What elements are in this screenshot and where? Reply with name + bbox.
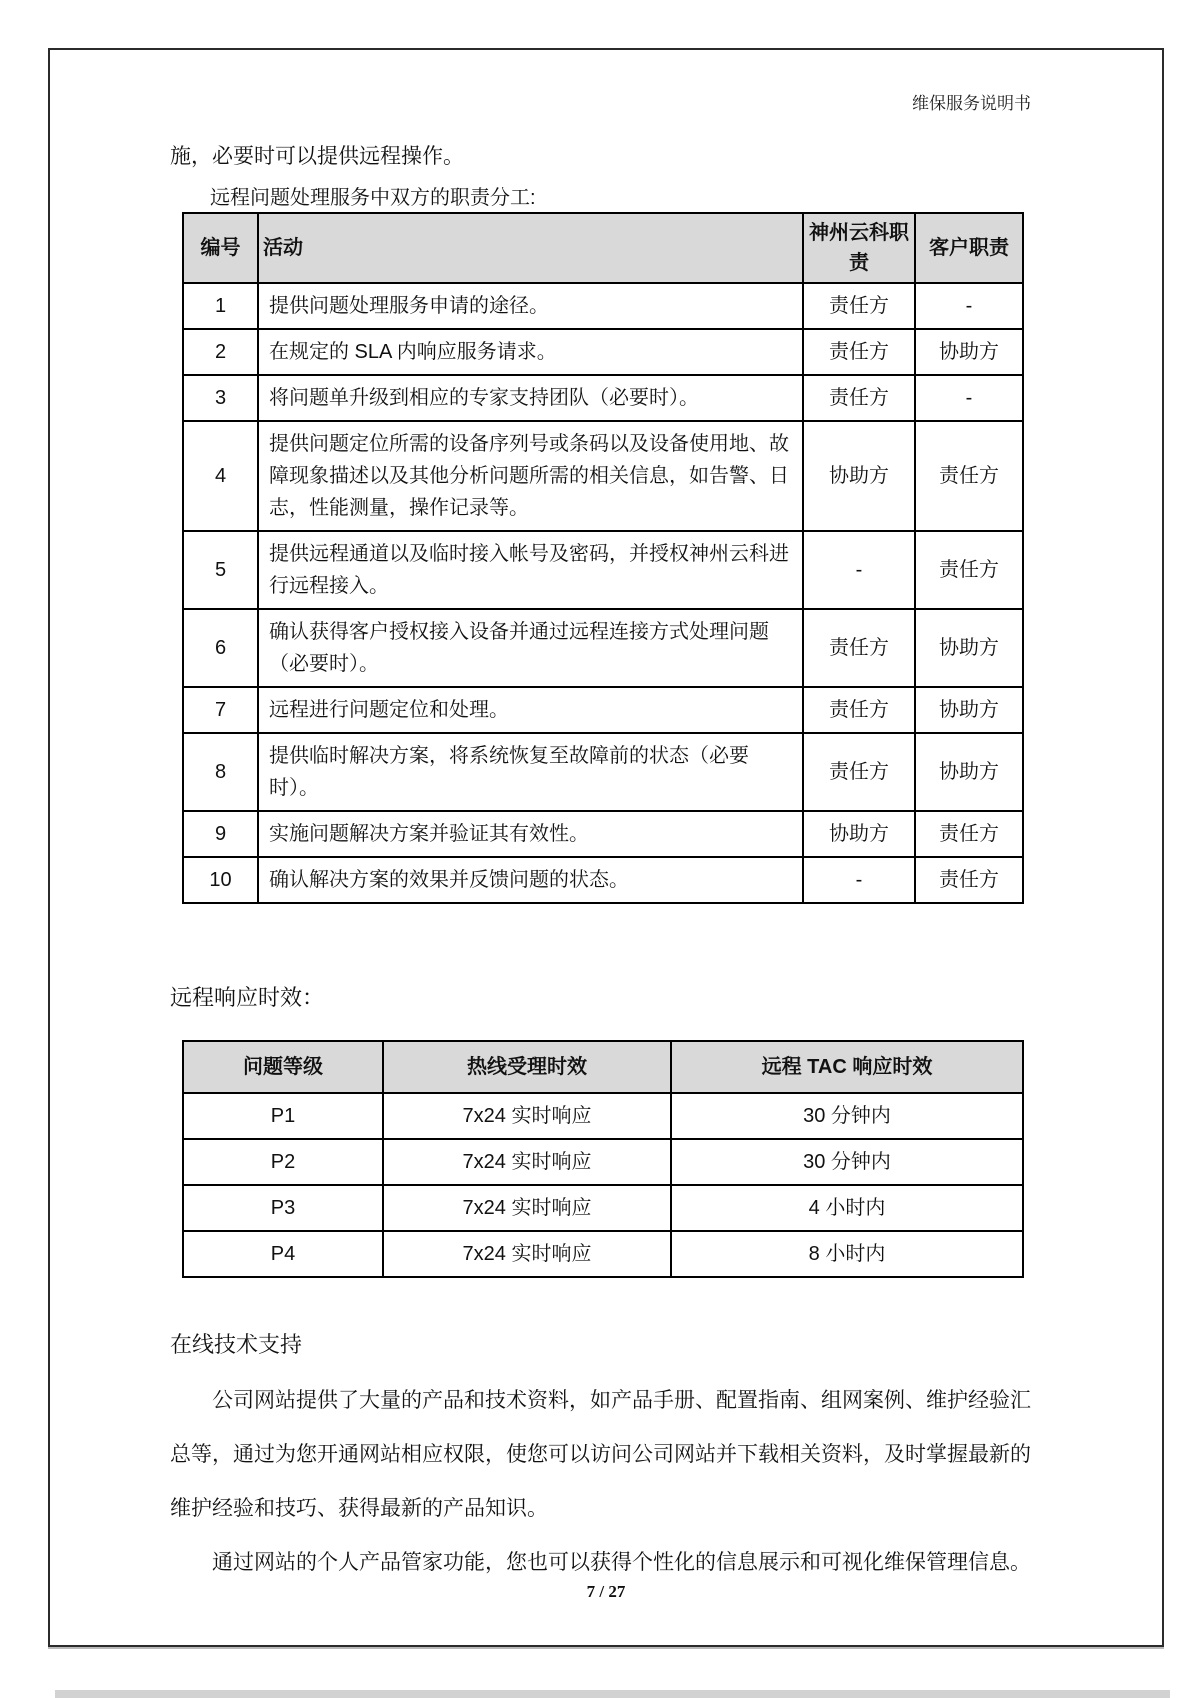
cell-customer: - (915, 283, 1023, 329)
cell-activity: 在规定的 SLA 内响应服务请求。 (258, 329, 803, 375)
cell-number: 1 (183, 283, 258, 329)
page-content (50, 50, 1162, 1590)
cell-number: 8 (183, 733, 258, 811)
cell-number: 4 (183, 421, 258, 531)
cell-customer: 责任方 (915, 531, 1023, 609)
cell-activity: 实施问题解决方案并验证其有效性。 (258, 811, 803, 857)
response-table-head (183, 1041, 1023, 1093)
cell-level: P3 (183, 1185, 383, 1231)
table-row (183, 375, 1023, 421)
header-tac-time: 远程 TAC 响应时效 (671, 1041, 1023, 1093)
cell-number: 6 (183, 609, 258, 687)
cell-vendor: 责任方 (803, 329, 915, 375)
page-number: 7 / 27 (586, 1582, 626, 1601)
cell-level: P2 (183, 1139, 383, 1185)
cell-customer: 责任方 (915, 811, 1023, 857)
cell-number: 5 (183, 531, 258, 609)
table-row (183, 1231, 1023, 1277)
cell-activity: 提供问题定位所需的设备序列号或条码以及设备使用地、故障现象描述以及其他分析问题所需的相关信息，如告警、日志，性能测量，操作记录等。 (258, 421, 803, 531)
cell-vendor: 责任方 (803, 733, 915, 811)
table-header-row (183, 213, 1023, 283)
response-time-table (182, 1040, 1024, 1278)
cell-customer: 责任方 (915, 421, 1023, 531)
continuation-text: 施，必要时可以提供远程操作。 (170, 145, 464, 168)
response-table-body (183, 1093, 1023, 1277)
cell-customer: - (915, 375, 1023, 421)
header-hotline-time: 热线受理时效 (383, 1041, 671, 1093)
cell-activity: 提供远程通道以及临时接入帐号及密码，并授权神州云科进行远程接入。 (258, 531, 803, 609)
cell-vendor: - (803, 531, 915, 609)
header-number: 编号 (183, 213, 258, 283)
cell-vendor: 责任方 (803, 283, 915, 329)
cell-tac: 8 小时内 (671, 1231, 1023, 1277)
table-row (183, 1139, 1023, 1185)
cell-tac: 30 分钟内 (671, 1139, 1023, 1185)
table-row (183, 687, 1023, 733)
cell-vendor: - (803, 857, 915, 903)
header-problem-level: 问题等级 (183, 1041, 383, 1093)
header-activity: 活动 (258, 213, 803, 283)
table-row (183, 857, 1023, 903)
cell-activity: 提供临时解决方案，将系统恢复至故障前的状态（必要时）。 (258, 733, 803, 811)
table-row (183, 733, 1023, 811)
cell-hotline: 7x24 实时响应 (383, 1093, 671, 1139)
table-row (183, 609, 1023, 687)
table-row (183, 531, 1023, 609)
cell-customer: 协助方 (915, 687, 1023, 733)
responsibility-table-body (183, 283, 1023, 903)
cell-number: 3 (183, 375, 258, 421)
cell-activity: 确认获得客户授权接入设备并通过远程连接方式处理问题（必要时）。 (258, 609, 803, 687)
online-support-paragraph-2: 通过网站的个人产品管家功能，您也可以获得个性化的信息展示和可视化维保管理信息。 (212, 1551, 1031, 1574)
responsibility-table-head (183, 213, 1023, 283)
cell-customer: 协助方 (915, 733, 1023, 811)
table-lead-text: 远程问题处理服务中双方的职责分工: (210, 187, 536, 209)
table-row (183, 1185, 1023, 1231)
table-header-row (183, 1041, 1023, 1093)
online-support-heading: 在线技术支持 (170, 1332, 303, 1357)
cell-number: 9 (183, 811, 258, 857)
cell-number: 2 (183, 329, 258, 375)
document-title-header: 维保服务说明书 (912, 94, 1031, 113)
cell-hotline: 7x24 实时响应 (383, 1185, 671, 1231)
cell-customer: 协助方 (915, 609, 1023, 687)
cell-activity: 将问题单升级到相应的专家支持团队（必要时）。 (258, 375, 803, 421)
cell-hotline: 7x24 实时响应 (383, 1231, 671, 1277)
cell-vendor: 责任方 (803, 609, 915, 687)
cell-vendor: 责任方 (803, 687, 915, 733)
cell-customer: 协助方 (915, 329, 1023, 375)
cell-vendor: 责任方 (803, 375, 915, 421)
header-customer: 客户职责 (915, 213, 1023, 283)
cell-number: 10 (183, 857, 258, 903)
table-row (183, 421, 1023, 531)
cell-tac: 4 小时内 (671, 1185, 1023, 1231)
responsibility-table (182, 212, 1024, 904)
document-page-border (48, 48, 1164, 1647)
cell-customer: 责任方 (915, 857, 1023, 903)
cell-vendor: 协助方 (803, 811, 915, 857)
cell-number: 7 (183, 687, 258, 733)
header-vendor: 神州云科职责 (803, 213, 915, 283)
cell-activity: 提供问题处理服务申请的途径。 (258, 283, 803, 329)
cell-activity: 确认解决方案的效果并反馈问题的状态。 (258, 857, 803, 903)
cell-activity: 远程进行问题定位和处理。 (258, 687, 803, 733)
table-row (183, 1093, 1023, 1139)
cell-hotline: 7x24 实时响应 (383, 1139, 671, 1185)
cell-tac: 30 分钟内 (671, 1093, 1023, 1139)
cell-level: P1 (183, 1093, 383, 1139)
table-row (183, 283, 1023, 329)
table-row (183, 329, 1023, 375)
response-time-heading: 远程响应时效： (170, 985, 325, 1010)
table-row (183, 811, 1023, 857)
online-support-paragraph-1: 公司网站提供了大量的产品和技术资料，如产品手册、配置指南、组网案例、维护经验汇总等，通过为您开通网站相应权限，使您可以访问公司网站并下载相关资料，及时掌握最新的维护经验和技巧、获得最新的产品知识。 (170, 1389, 1031, 1520)
cell-level: P4 (183, 1231, 383, 1277)
cell-vendor: 协助方 (803, 421, 915, 531)
page-edge-shadow (55, 1690, 1170, 1698)
